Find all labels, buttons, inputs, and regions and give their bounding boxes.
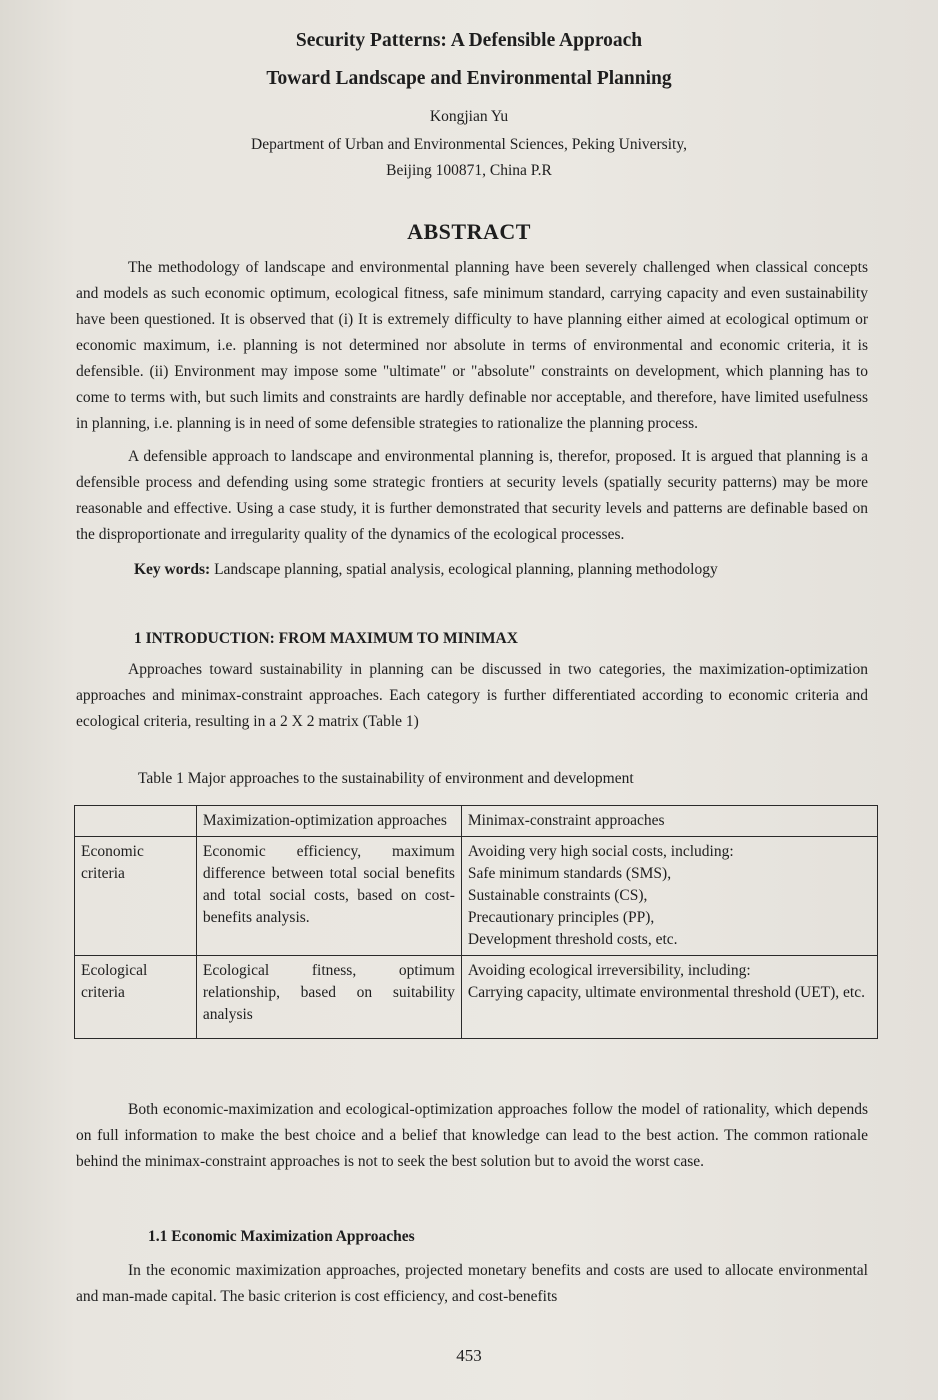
introduction-paragraph-1: Approaches toward sustainability in planning can be discussed in two categories, the maximization-optimization approaches and minimax-constraint approaches. Each category is further differentiated according to economic criteria and ecological criteria, resulting in a 2 X 2 matrix (Table 1) — [76, 661, 868, 730]
table-cell: Avoiding very high social costs, including: Safe minimum standards (SMS), Sustainable constraints (CS), Precautionary principles (PP), Development threshold costs, etc. — [461, 837, 877, 956]
subsection-heading: 1.1 Economic Maximization Approaches — [148, 1228, 415, 1245]
abstract-heading: ABSTRACT — [407, 219, 531, 244]
table-header-cell: Minimax-constraint approaches — [461, 806, 877, 837]
table-caption: Table 1 Major approaches to the sustainability of environment and development — [138, 770, 634, 787]
table-row — [75, 956, 878, 1039]
affiliation-line1: Department of Urban and Environmental Sciences, Peking University, — [251, 136, 687, 153]
table-header-cell: Maximization-optimization approaches — [196, 806, 461, 837]
section-heading-introduction: 1 INTRODUCTION: FROM MAXIMUM TO MINIMAX — [134, 630, 518, 647]
table-cell: Ecological fitness, optimum relationship, based on suitability analysis — [196, 956, 461, 1039]
introduction-paragraph-2: Both economic-maximization and ecological-optimization approaches follow the model of rationality, which depends on full information to make the best choice and a belief that knowledge can lead to the best action. The common rationale behind the minimax-constraint approaches is not to seek the best solution but to avoid the worst case. — [76, 1101, 868, 1170]
abstract-paragraph-1: The methodology of landscape and environmental planning have been severely challenged when classical concepts and models as such economic optimum, ecological fitness, safe minimum standard, carrying capacity and even sustainability have been questioned. It is observed that (i) It is extremely difficulty to have planning either aimed at ecological optimum or economic maximum, i.e. planning is not determined nor absolute in terms of environmental and economic criteria, it is defensible. (ii) Environment may impose some "ultimate" or "absolute" constraints on development, which planning has to come to terms with, but such limits and constraints are hardly definable nor acceptable, and therefore, have limited usefulness in planning, i.e. planning is in need of some defensible strategies to rationalize the planning process. — [76, 259, 868, 432]
table-cell: Avoiding ecological irreversibility, including: Carrying capacity, ultimate environmental threshold (UET), etc. — [461, 956, 877, 1039]
affiliation-line2: Beijing 100871, China P.R — [386, 162, 552, 179]
table-row-label: Ecological criteria — [75, 956, 197, 1039]
table-header-row — [75, 806, 878, 837]
table-cell: Economic efficiency, maximum difference between total social benefits and total social costs, based on cost-benefits analysis. — [196, 837, 461, 956]
author-name: Kongjian Yu — [429, 108, 509, 125]
paper-title-line1: Security Patterns: A Defensible Approach — [295, 30, 643, 51]
table-row — [75, 837, 878, 956]
table-header-cell — [75, 806, 197, 837]
abstract-paragraph-2: A defensible approach to landscape and environmental planning is, therefor, proposed. It is argued that planning is a defensible process and defending using some strategic frontiers at security levels (spatially security patterns) may be more reasonable and effective. Using a case study, it is further demonstrated that security levels and patterns are definable based on the disproportionate and irregularity quality of the dynamics of the ecological processes. — [76, 448, 868, 543]
table-row-label: Economic criteria — [75, 837, 197, 956]
approaches-table — [74, 805, 878, 1039]
keywords-text: Landscape planning, spatial analysis, ecological planning, planning methodology — [210, 561, 718, 578]
paper-title-line2: Toward Landscape and Environmental Planning — [266, 68, 672, 89]
page-number: 453 — [456, 1346, 482, 1365]
subsection-paragraph-1: In the economic maximization approaches, projected monetary benefits and costs are used to allocate environmental and man-made capital. The basic criterion is cost efficiency, and cost-benefits — [76, 1262, 868, 1305]
keywords-label: Key words: — [134, 561, 211, 578]
keywords — [134, 561, 884, 579]
